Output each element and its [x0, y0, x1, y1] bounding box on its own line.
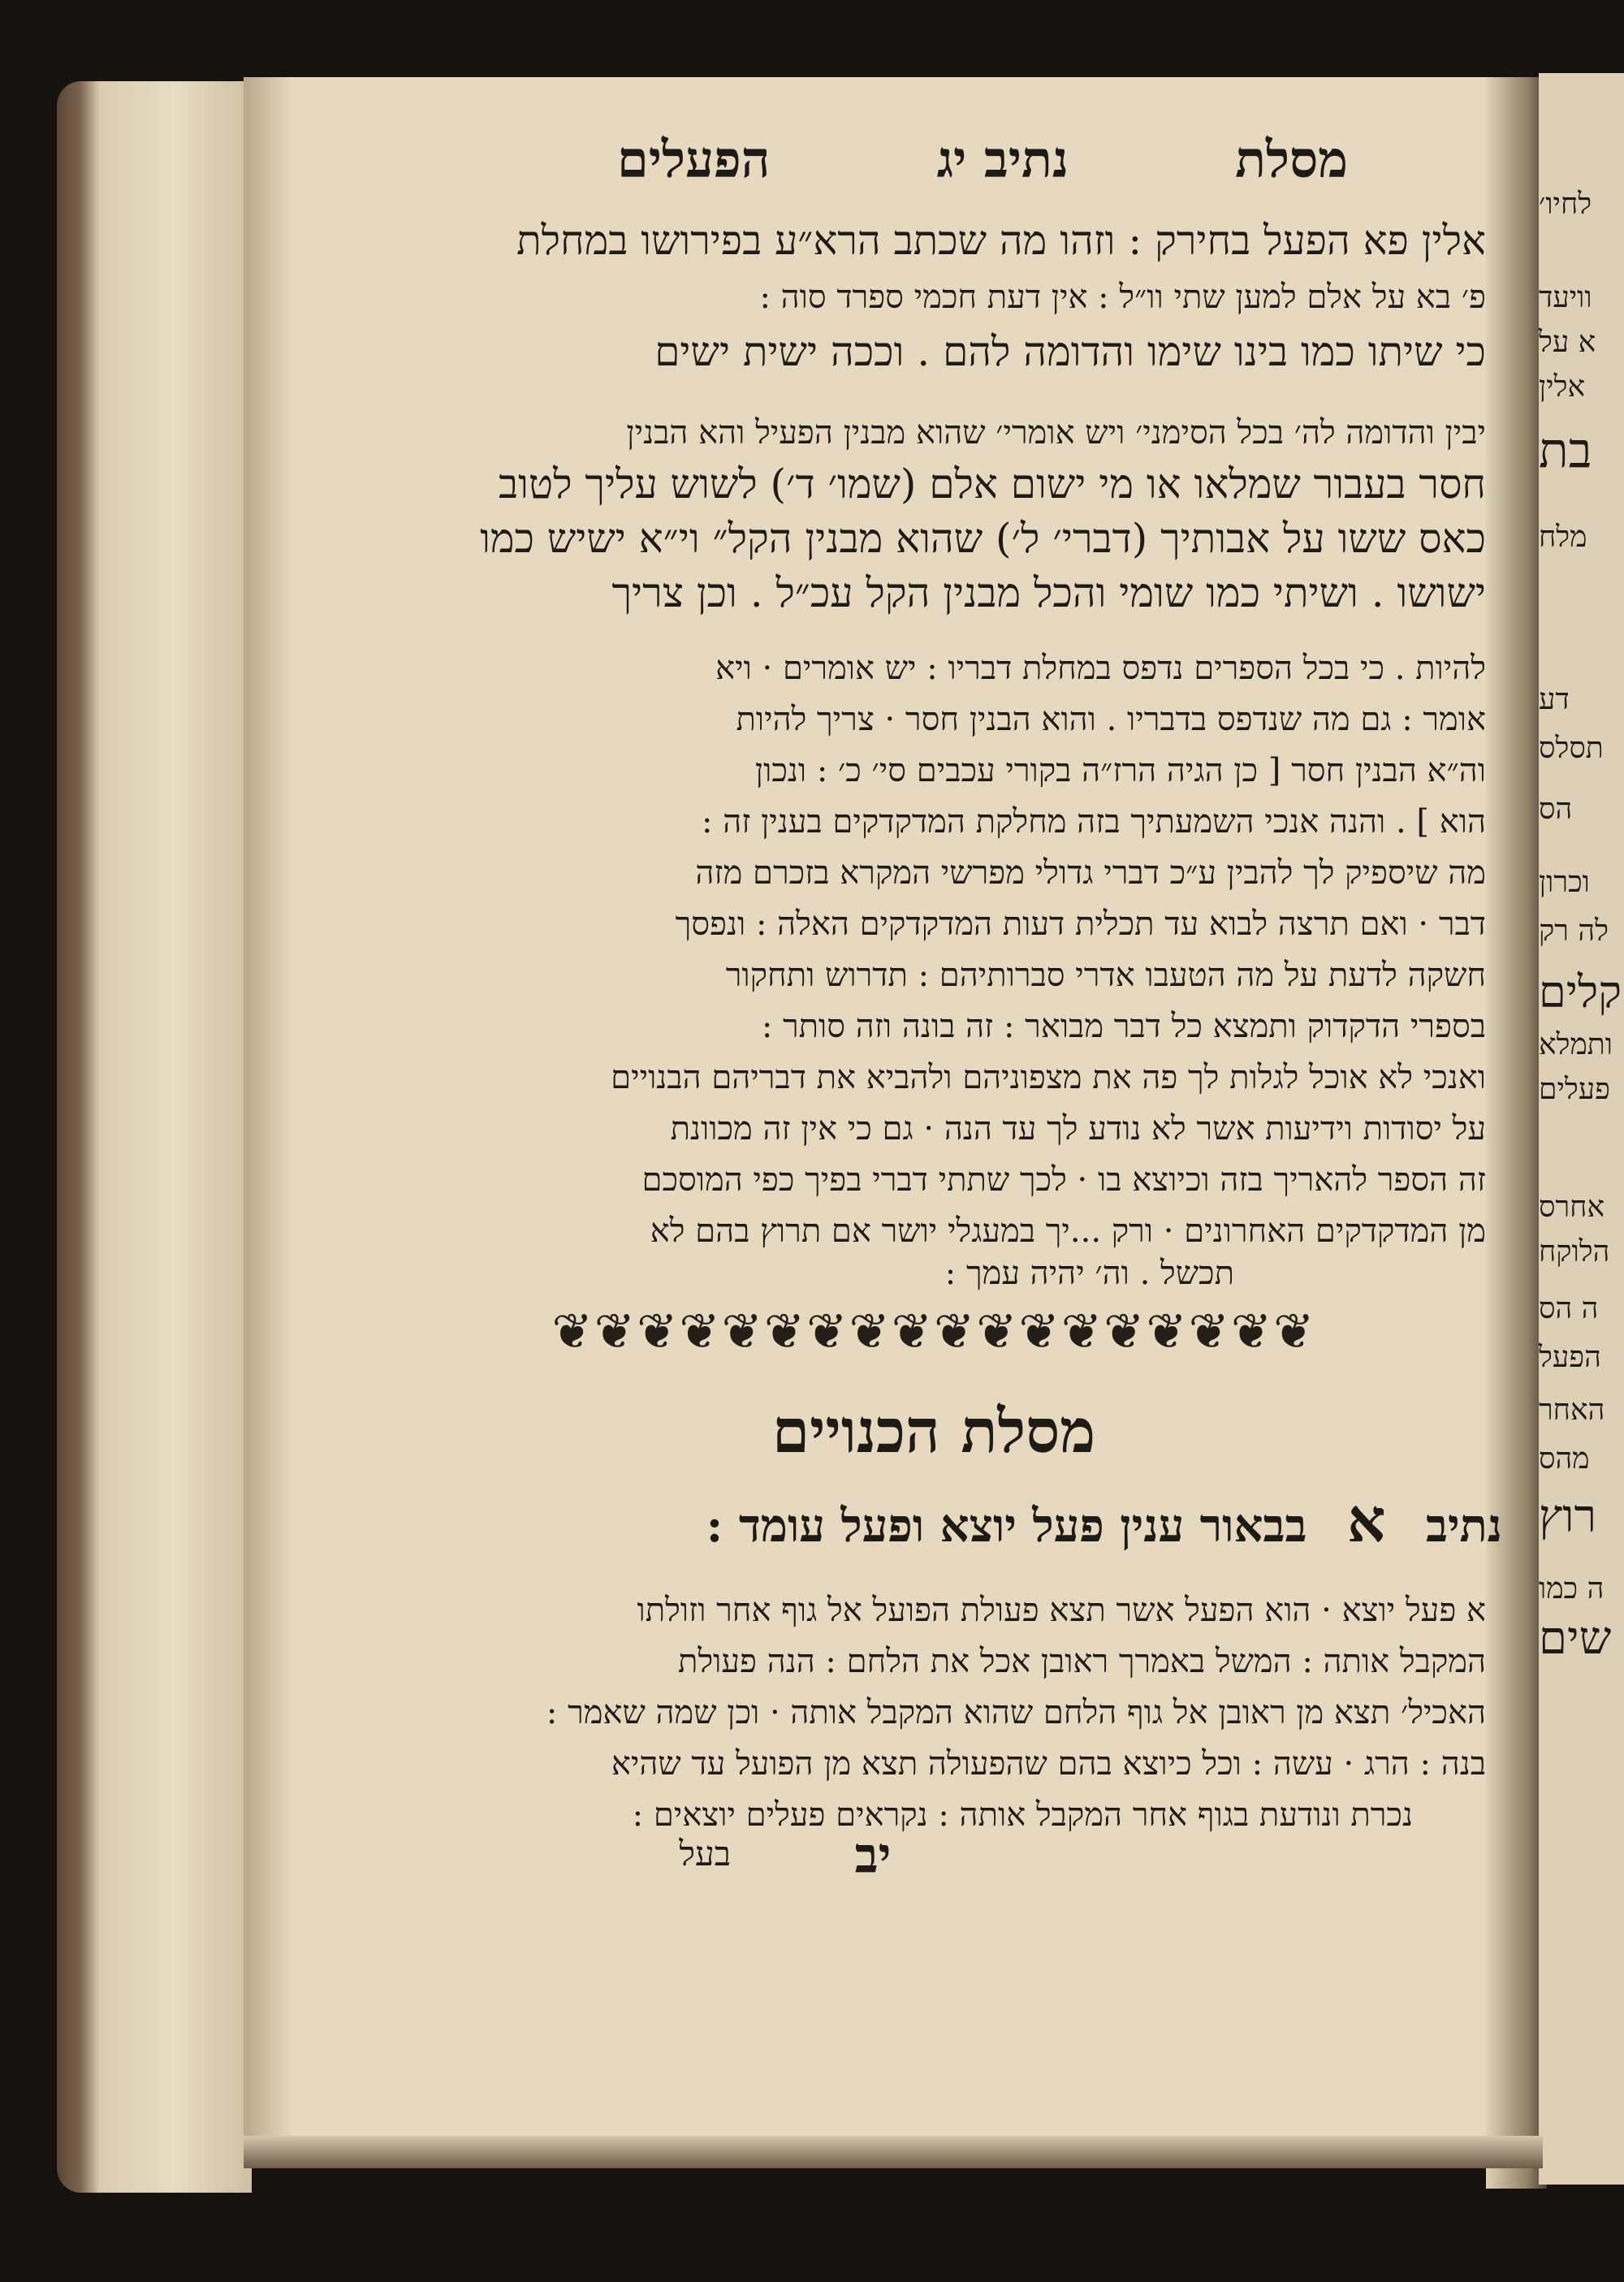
text-line: וה״א הבנין חסר [ כן הגיה הרז״ה בקורי עכבים סי׳ כ׳ : ונכון	[754, 752, 1486, 789]
path-title: בבאור ענין פעל יוצא ופעל עומד :	[706, 1499, 1307, 1553]
page-inner-shadow	[244, 77, 292, 2156]
running-head-right: הפעלים	[617, 130, 771, 189]
text-line: אומר : גם מה שנדפס בדבריו . והוא הבנין חסר · צריך להיות	[736, 701, 1486, 738]
text-line: על יסודות וידיעות אשר לא נודע לך עד הנה · גם כי אין זה מכוונת	[670, 1110, 1486, 1147]
facing-text: קלים	[1539, 966, 1622, 1018]
book-gutter	[1486, 77, 1547, 2189]
facing-text: וויעד	[1539, 281, 1592, 314]
text-line: אלין פא הפעל בחירק : וזהו מה שכתב הרא״ע בפירושו במחלת	[516, 217, 1486, 264]
facing-text: דע	[1539, 683, 1570, 716]
facing-text: לה רק	[1539, 914, 1609, 948]
facing-text: וכרון	[1539, 866, 1590, 899]
facing-text: ותמלא	[1539, 1028, 1613, 1061]
facing-text: ה כמו	[1539, 1572, 1605, 1606]
text-line: ישושו . ושיתי כמו שומי והכל מבנין הקל עכ״ל . וכן צריך	[611, 569, 1486, 616]
text-line: בספרי הדקדוק ותמצא כל דבר מבואר : זה בונה וזה סותר :	[761, 1008, 1486, 1045]
text-line: פ׳ בא על אלם למען שתי וו״ל : אין דעת חכמי ספרד סוה :	[759, 279, 1486, 316]
text-line: חשקה לדעת על מה הטעבו אדרי סברותיהם : תדרוש ותחקור	[725, 957, 1486, 994]
path-label: נתיב	[1425, 1499, 1502, 1553]
facing-text: ה הס	[1539, 1292, 1599, 1325]
facing-text: לחיו׳	[1539, 188, 1592, 221]
ornamental-divider: ❦❦❦❦❦❦❦❦❦❦❦❦❦❦❦❦❦❦	[551, 1303, 1316, 1360]
text-line: מה שיספיק לך להבין ע״כ דברי גדולי מפרשי המקרא בזכרם מזה	[695, 854, 1486, 892]
text-line: בנה : הרג · עשה : וכל כיוצא בהם שהפעולה תצא מן הפועל עד שהיא	[611, 1745, 1486, 1783]
text-line: כי שיתו כמו בינו שימו והדומה להם . וככה ישית ישים	[654, 328, 1486, 375]
facing-text: רוץ	[1539, 1490, 1597, 1543]
running-head-middle: נתיב יג	[936, 130, 1069, 189]
running-head	[617, 130, 1348, 190]
text-line: מן המדקדקים האחרונים · ורק ...יך במעגלי יושר אם תרוץ בהם לא	[650, 1212, 1486, 1250]
text-line: א פעל יוצא · הוא הפעל אשר תצא פעולת הפועל אל גוף אחר וזולתו	[637, 1592, 1486, 1629]
text-line: להיות . כי בכל הספרים נדפס במחלת דבריו : יש אומרים · ויא	[715, 650, 1486, 687]
page-bottom-shadow	[244, 2136, 1543, 2168]
book-page-edges	[57, 81, 252, 2193]
text-line: דבר · ואם תרצה לבוא עד תכלית דעות המדקדקים האלה : ונפסך	[675, 905, 1486, 943]
facing-text: האחר	[1539, 1394, 1605, 1427]
facing-text: הפעל	[1539, 1341, 1601, 1374]
facing-text: תסלס	[1539, 732, 1604, 765]
text-line: ואנכי לא אוכל לגלות לך פה את מצפוניהם ולהביא את דבריהם הבנויים	[611, 1059, 1486, 1096]
facing-text: א על	[1539, 326, 1596, 359]
path-number: א	[1346, 1486, 1386, 1556]
path-heading	[503, 1486, 1502, 1557]
section-title: מסלת הכנויים	[771, 1397, 1096, 1467]
facing-text: אלין	[1539, 370, 1586, 404]
text-line: הוא ] . והנה אנכי השמעתיך בזה מחלקת המדקדקים בענין זה :	[702, 803, 1486, 841]
facing-text: שים	[1539, 1612, 1612, 1665]
text-line: זה הספר להאריך בזה וכיוצא בו · לכך שתתי דברי בפיך כפי המוסכם	[641, 1161, 1486, 1199]
facing-text: בת	[1539, 422, 1592, 479]
facing-text: מלח	[1539, 521, 1587, 554]
running-head-left: מסלת	[1235, 130, 1348, 189]
text-line: נכרת ונודעת בגוף אחר המקבל אותה : נקראים פעלים יוצאים :	[632, 1796, 1413, 1834]
text-line: תכשל . וה׳ יהיה עמך :	[944, 1255, 1234, 1292]
text-line: יבין והדומה לה׳ בכל הסימני׳ ויש אומרי׳ שהוא מבנין הפעיל והא הבנין	[626, 414, 1486, 452]
facing-text: אחרס	[1539, 1191, 1605, 1224]
catchword: בעל	[679, 1834, 731, 1874]
text-line: כאס ששו על אבותיך (דברי׳ ל׳) שהוא מבנין הקל״ וי״א ישיש כמו	[480, 515, 1486, 562]
facing-text: פעלים	[1539, 1073, 1610, 1106]
facing-text: מהס	[1539, 1442, 1590, 1476]
text-line: האכיל׳ תצא מן ראובן אל גוף הלחם שהוא המקבל אותה · וכן שמה שאמר :	[546, 1694, 1486, 1731]
signature-mark: יב	[854, 1827, 892, 1884]
text-line: המקבל אותה : המשל באמרך ראובן אכל את הלחם : הנה פעולת	[678, 1643, 1486, 1680]
facing-text: הלוקח	[1539, 1235, 1610, 1268]
text-line: חסר בעבור שמלאו או מי ישום אלם (שמו׳ ד׳) לשוש עליך לטוב	[499, 460, 1486, 508]
facing-text: הס	[1539, 793, 1573, 826]
